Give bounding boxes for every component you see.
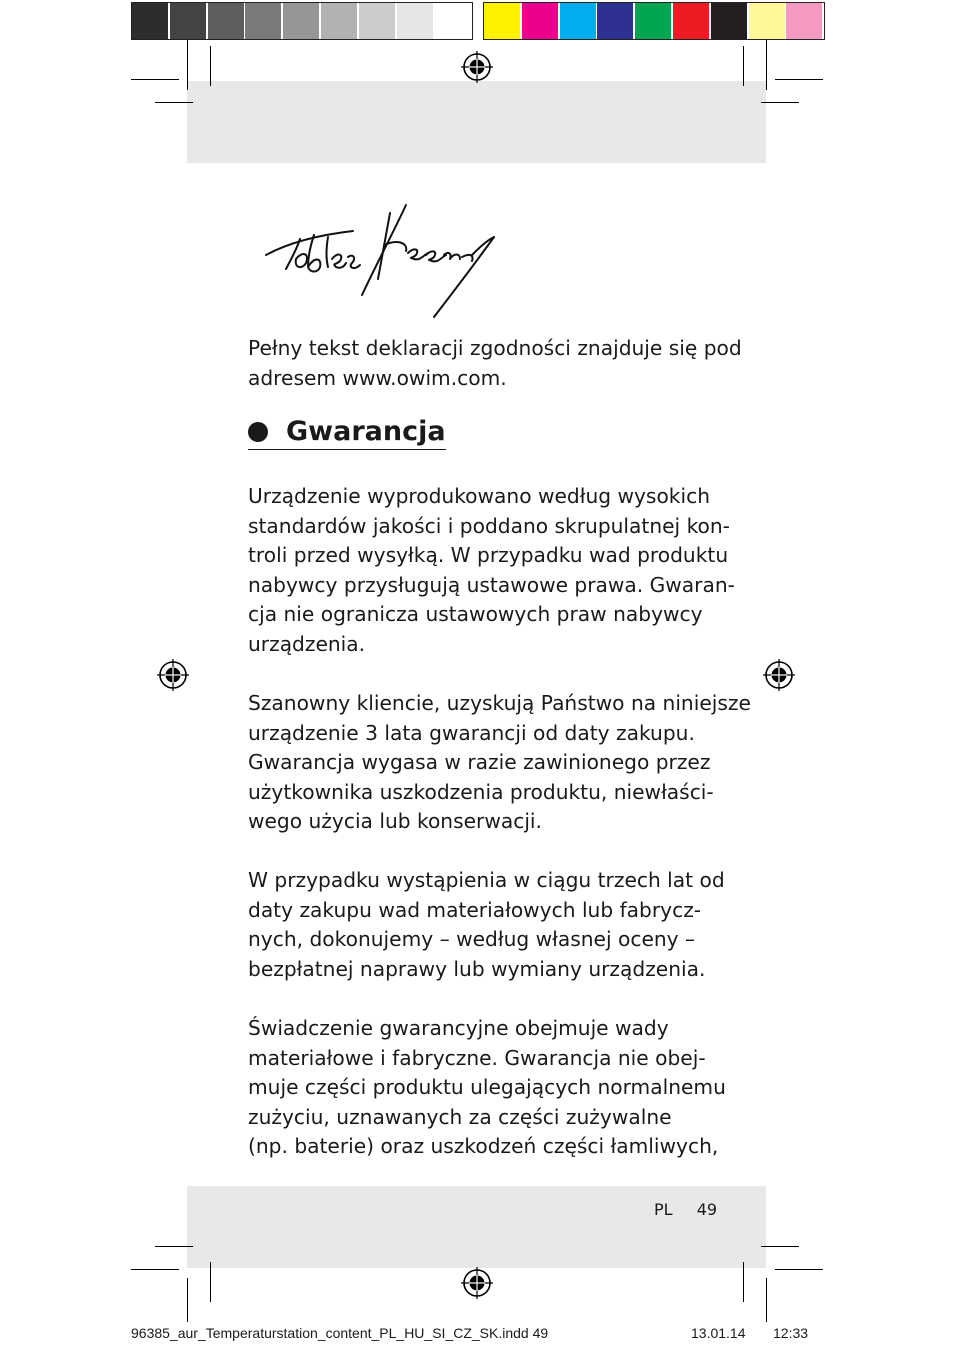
text-line: użytkownika uszkodzenia produktu, niewłaści- [248,779,714,804]
slug-time: 12:33 [773,1325,809,1341]
text-line: nabywcy przysługują ustawowe prawa. Gwaran- [248,572,735,597]
color-swatch [673,3,709,39]
color-swatch [786,3,822,39]
color-swatch [597,3,633,39]
color-calibration-bar [483,2,825,40]
crop-mark [743,46,744,86]
text-line: urządzenie 3 lata gwarancji od daty zakupu. [248,720,695,745]
text-line: daty zakupu wad materiałowych lub fabrycz- [248,897,702,922]
paragraph [248,689,751,837]
text-line: cja nie ogranicza ustawowych praw nabywcy [248,602,703,627]
bullet-icon [248,422,268,442]
crop-mark [187,1278,188,1322]
text-line: standardów jakości i poddano skrupulatnej kon- [248,513,730,538]
crop-mark [131,1269,179,1270]
color-swatch [560,3,596,39]
color-swatch [484,3,520,39]
crop-mark [210,1262,211,1302]
section-heading [248,416,446,450]
crop-mark [761,1246,799,1247]
gray-swatch [397,3,433,39]
gray-swatch [434,3,470,39]
header-band [187,81,766,163]
crop-mark [155,102,193,103]
text-line: Gwarancja wygasa w razie zawinionego przez [248,750,711,775]
gray-swatch [132,3,168,39]
crop-mark [766,40,767,90]
text-line: adresem www.owim.com. [248,365,507,390]
crop-mark [761,102,799,103]
crop-mark [155,1246,193,1247]
section-title: Gwarancja [286,416,446,447]
gray-swatch [359,3,395,39]
text-line: Pełny tekst deklaracji zgodności znajduje się pod [248,336,742,360]
text-line: troli przed wysyłką. W przypadku wad produktu [248,543,729,568]
handwritten-signature [258,195,508,320]
gray-swatch [283,3,319,39]
gray-swatch [208,3,244,39]
grayscale-calibration-bar [131,2,473,40]
color-swatch [711,3,747,39]
text-line: (np. baterie) oraz uszkodzeń części łamliwych, [248,1134,719,1159]
gray-swatch [245,3,281,39]
registration-mark-icon [461,51,493,83]
crop-mark [131,79,179,80]
registration-mark-icon [157,659,189,691]
registration-mark-icon [763,659,795,691]
color-swatch [749,3,785,39]
paragraph [248,866,725,984]
gray-swatch [321,3,357,39]
slug-filename: 96385_aur_Temperaturstation_content_PL_HU_SI_CZ_SK.indd 49 [131,1325,549,1341]
color-swatch [635,3,671,39]
crop-mark [775,79,823,80]
text-line: muje części produktu ulegających normalnemu [248,1075,726,1100]
page-number: 49 [696,1200,718,1219]
text-line: wego użycia lub konserwacji. [248,809,542,834]
text-line: Urządzenie wyprodukowano według wysokich [248,484,710,508]
page-footer [654,1200,717,1219]
footer-band [187,1186,766,1268]
crop-mark [775,1269,823,1270]
declaration-text [248,334,742,393]
crop-mark [766,1278,767,1322]
text-line: Szanowny kliencie, uzyskują Państwo na niniejsze [248,691,751,715]
language-code: PL [654,1200,673,1219]
text-line: nych, dokonujemy – według własnej oceny – [248,927,696,952]
gray-swatch [170,3,206,39]
text-line: W przypadku wystąpienia w ciągu trzech lat od [248,868,725,892]
text-line: urządzenia. [248,631,366,656]
slug-date: 13.01.14 [691,1325,746,1341]
text-line: bezpłatnej naprawy lub wymiany urządzenia. [248,956,706,981]
crop-mark [743,1262,744,1302]
paragraph [248,482,735,660]
text-line: zużyciu, uznawanych za części zużywalne [248,1104,672,1129]
crop-mark [187,40,188,90]
text-line: Świadczenie gwarancyjne obejmuje wady [248,1016,669,1040]
crop-mark [210,46,211,86]
registration-mark-icon [461,1267,493,1299]
paragraph [248,1014,726,1162]
text-line: materiałowe i fabryczne. Gwarancja nie obej- [248,1045,706,1070]
color-swatch [522,3,558,39]
